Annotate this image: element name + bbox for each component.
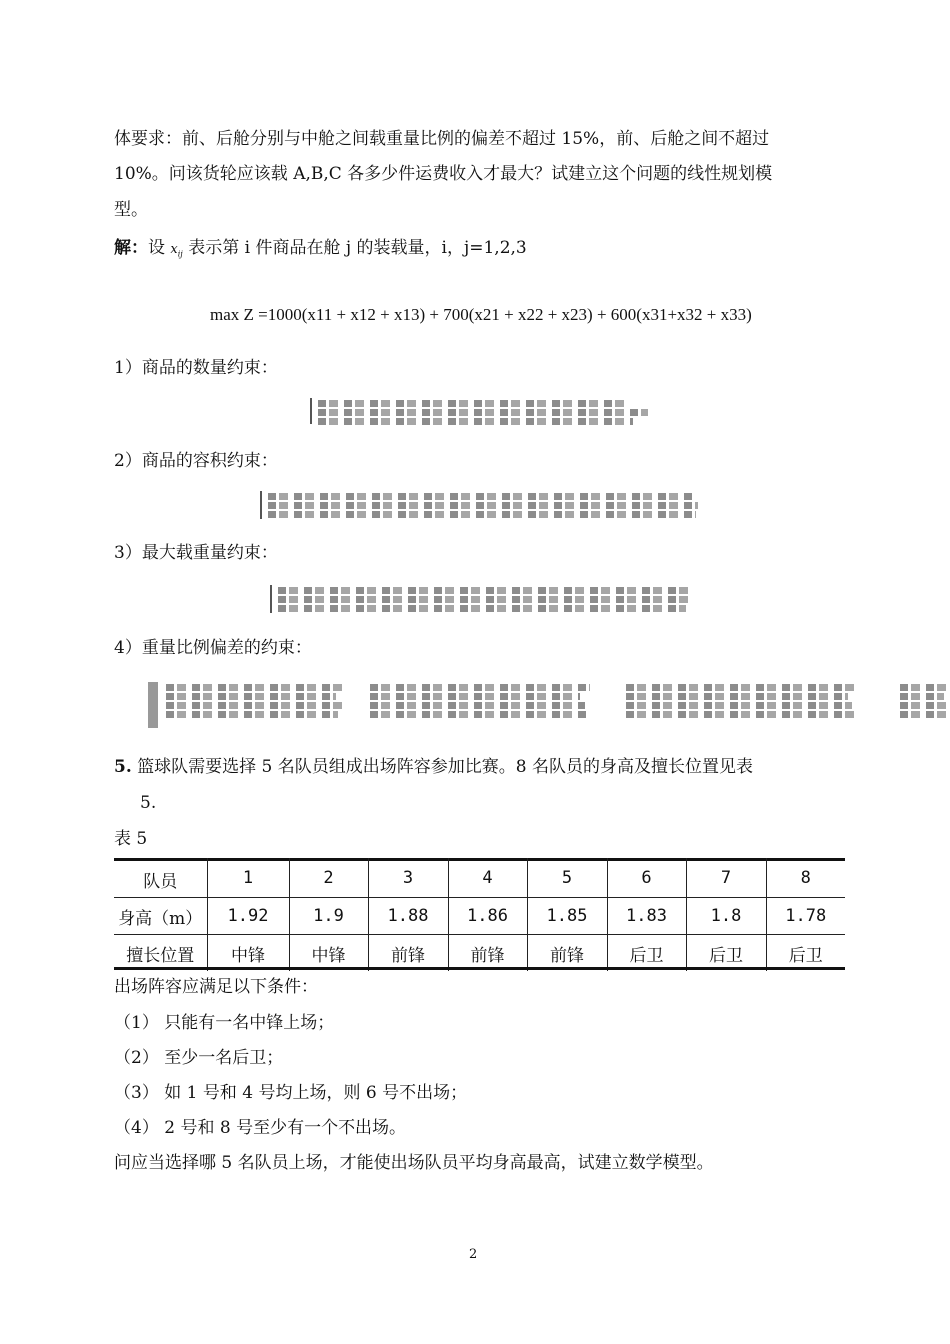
- constraint-row: [268, 502, 698, 509]
- page-number: 2: [469, 1247, 478, 1262]
- constraint-row: [268, 493, 693, 500]
- paragraph-line-1: 体要求：前、后舱分别与中舱之间载重量比例的偏差不超过 15%，前、后舱之间不超过: [114, 129, 770, 149]
- constraint-label-4: 4）重量比例偏差的约束：: [114, 638, 312, 658]
- ratio-group-2: [370, 682, 590, 720]
- ratio-brace: [148, 682, 158, 728]
- paragraph-line-3: 型。: [114, 200, 148, 220]
- table-cell: 1.83: [607, 898, 686, 935]
- solution-line: [114, 236, 527, 267]
- constraint-row: [318, 400, 628, 407]
- table-cell: 5: [527, 858, 607, 898]
- table-cell: 1.85: [527, 898, 607, 935]
- table-cell: 8: [766, 858, 845, 898]
- table-bottom-border: [114, 967, 845, 970]
- constraint-block-2: [268, 491, 698, 520]
- paragraph-line-2: 10%。问该货轮应该载 A,B,C 各多少件运费收入才最大？试建立这个问题的线性规划模: [114, 164, 773, 184]
- condition-item-4: （4） 2 号和 8 号至少有一个不出场。: [114, 1118, 407, 1138]
- table-cell: 身高（m）: [114, 898, 207, 935]
- table-cell: 6: [607, 858, 686, 898]
- ratio-group-4: [900, 682, 948, 720]
- objective-function: max Z =1000(x11 + x12 + x13) + 700(x21 + x22 + x23) + 600(x31+x32 + x33): [210, 305, 752, 324]
- table-cell: 擅长位置: [114, 935, 207, 972]
- table-cell: 中锋: [207, 935, 289, 972]
- table-cell: 4: [448, 858, 527, 898]
- constraint-label-1: 1）商品的数量约束：: [114, 358, 278, 378]
- table-cell: 1.92: [207, 898, 289, 935]
- table-cell: 1.9: [289, 898, 368, 935]
- condition-item-1: （1） 只能有一名中锋上场；: [114, 1013, 335, 1033]
- table-row: [114, 858, 845, 898]
- table-cell: 后卫: [686, 935, 766, 972]
- constraint-row: [268, 511, 696, 518]
- table-cell: 前锋: [368, 935, 448, 972]
- table-caption: 表 5: [114, 829, 148, 849]
- solution-label: 解：: [114, 238, 148, 258]
- ratio-constraints-block: [148, 682, 948, 728]
- players-table: [114, 858, 845, 971]
- table-cell: 1.8: [686, 898, 766, 935]
- table-row: [114, 898, 845, 935]
- constraint-block-3: [278, 585, 690, 614]
- table-cell: 队员: [114, 858, 207, 898]
- constraint-label-2: 2）商品的容积约束：: [114, 451, 278, 471]
- constraint-row: [278, 605, 686, 612]
- solution-text-before: 设: [148, 238, 165, 258]
- constraint-row: [278, 596, 690, 603]
- constraint-row: [318, 409, 648, 416]
- table-cell: 后卫: [607, 935, 686, 972]
- constraint-brace-1: [310, 398, 316, 424]
- problem5-text-1: 篮球队需要选择 5 名队员组成出场阵容参加比赛。8 名队员的身高及擅长位置见表: [137, 757, 753, 777]
- table-cell: 1: [207, 858, 289, 898]
- table-cell: 前锋: [448, 935, 527, 972]
- constraint-brace-2: [260, 491, 266, 519]
- variable-symbol: $x_{ij}$: [170, 242, 183, 259]
- constraint-block-1: [318, 398, 648, 427]
- ratio-group-1: [166, 682, 346, 720]
- condition-item-3: （3） 如 1 号和 4 号均上场，则 6 号不出场；: [114, 1083, 468, 1103]
- question-text: 问应当选择哪 5 名队员上场，才能使出场队员平均身高最高，试建立数学模型。: [114, 1153, 714, 1173]
- constraint-row: [318, 418, 633, 425]
- condition-item-2: （2） 至少一名后卫；: [114, 1048, 284, 1068]
- problem5-line-1: [114, 755, 753, 779]
- table-cell: 中锋: [289, 935, 368, 972]
- solution-text-after: 表示第 i 件商品在舱 j 的装载量，i，j=1,2,3: [188, 238, 527, 258]
- problem-number: 5.: [114, 757, 132, 777]
- problem5-line-2: 5.: [140, 793, 157, 813]
- table-cell: 后卫: [788, 945, 823, 966]
- table-cell: 3: [368, 858, 448, 898]
- constraint-brace-3: [270, 585, 276, 613]
- table-row: [114, 935, 845, 972]
- table-cell: 2: [289, 858, 368, 898]
- table-cell: 1.78: [766, 898, 845, 935]
- constraint-row: [278, 587, 688, 594]
- constraint-label-3: 3）最大载重量约束：: [114, 543, 278, 563]
- table-cell: 前锋: [527, 935, 607, 972]
- ratio-group-3: [626, 682, 856, 720]
- conditions-intro: 出场阵容应满足以下条件：: [114, 977, 318, 997]
- table-cell: 1.86: [448, 898, 527, 935]
- table-cell: 7: [686, 858, 766, 898]
- table-cell: 1.88: [368, 898, 448, 935]
